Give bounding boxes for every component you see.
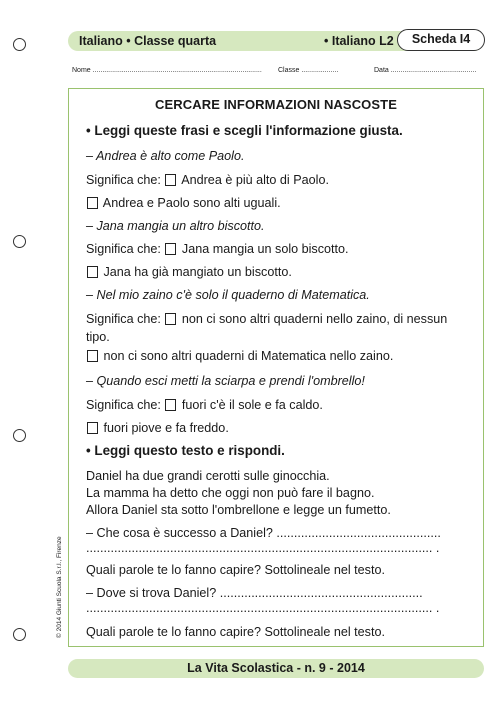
footer-bar: La Vita Scolastica - n. 9 - 2014 [68, 659, 484, 678]
significa-label: Significa che: [86, 312, 165, 326]
option-text: fuori piove e fa freddo. [100, 421, 229, 435]
scheda-badge: Scheda I4 [397, 29, 485, 51]
checkbox-4a[interactable] [165, 399, 176, 411]
option-text: Jana ha già mangiato un biscotto. [100, 265, 292, 279]
option-text: Jana mangia un solo biscotto. [178, 242, 349, 256]
answer-line-2[interactable]: ................................................................................................... . [86, 601, 440, 615]
header-bar [68, 31, 484, 51]
option-row-2a [86, 242, 349, 256]
checkbox-2b[interactable] [87, 266, 98, 278]
checkbox-4b[interactable] [87, 422, 98, 434]
header-level: • Italiano L2 [324, 34, 394, 48]
worksheet-box [68, 88, 484, 647]
option-text: non ci sono altri quaderni nello zaino, di nessun [178, 312, 448, 326]
option-text-cont: tipo. [86, 330, 110, 344]
instruction-2: • Leggi questo testo e rispondi. [86, 443, 285, 458]
checkbox-2a[interactable] [165, 243, 176, 255]
copyright-credit: © 2014 Giunti Scuola S.r.l., Firenze [56, 536, 63, 638]
option-text: Andrea e Paolo sono alti uguali. [100, 196, 281, 210]
sentence-1: – Andrea è alto come Paolo. [86, 149, 245, 163]
option-text: Andrea è più alto di Paolo. [178, 173, 329, 187]
underline-prompt-2: Quali parole te lo fanno capire? Sottolineale nel testo. [86, 625, 385, 639]
option-row-4a [86, 398, 323, 412]
significa-label: Significa che: [86, 242, 165, 256]
option-row-3b [86, 349, 393, 363]
instruction-1: • Leggi queste frasi e scegli l'informazione giusta. [86, 123, 403, 138]
option-row-3a [86, 312, 447, 326]
checkbox-3a[interactable] [165, 313, 176, 325]
underline-prompt-1: Quali parole te lo fanno capire? Sottolineale nel testo. [86, 563, 385, 577]
significa-label: Significa che: [86, 173, 165, 187]
sentence-2: – Jana mangia un altro biscotto. [86, 219, 265, 233]
option-text: non ci sono altri quaderni di Matematica nello zaino. [100, 349, 394, 363]
checkbox-1b[interactable] [87, 197, 98, 209]
binder-hole-3 [13, 429, 26, 442]
option-row-2b [86, 265, 292, 279]
option-text: fuori c'è il sole e fa caldo. [178, 398, 323, 412]
nome-field[interactable]: Nome ....................................................................................... [72, 67, 262, 74]
text-line-2: La mamma ha detto che oggi non può fare il bagno. [86, 486, 375, 500]
checkbox-1a[interactable] [165, 174, 176, 186]
question-2[interactable]: – Dove si trova Daniel? .......................................................... [86, 586, 423, 600]
checkbox-3b[interactable] [87, 350, 98, 362]
classe-field[interactable]: Classe ................... [278, 67, 339, 74]
text-line-1: Daniel ha due grandi cerotti sulle ginocchia. [86, 469, 330, 483]
option-row-1a [86, 173, 329, 187]
text-line-3: Allora Daniel sta sotto l'ombrellone e legge un fumetto. [86, 503, 391, 517]
option-row-4b [86, 421, 229, 435]
significa-label: Significa che: [86, 398, 165, 412]
sentence-3: – Nel mio zaino c'è solo il quaderno di Matematica. [86, 288, 370, 302]
answer-line-1[interactable]: ................................................................................................... . [86, 541, 440, 555]
sentence-4: – Quando esci metti la sciarpa e prendi l'ombrello! [86, 374, 365, 388]
option-row-1b [86, 196, 281, 210]
binder-hole-1 [13, 38, 26, 51]
binder-hole-4 [13, 628, 26, 641]
worksheet-title: CERCARE INFORMAZIONI NASCOSTE [155, 97, 397, 112]
header-subject: Italiano • Classe quarta [79, 34, 217, 48]
question-1[interactable]: – Che cosa è successo a Daniel? ............................................... [86, 526, 441, 540]
binder-hole-2 [13, 235, 26, 248]
data-field[interactable]: Data ............................................ [374, 67, 477, 74]
